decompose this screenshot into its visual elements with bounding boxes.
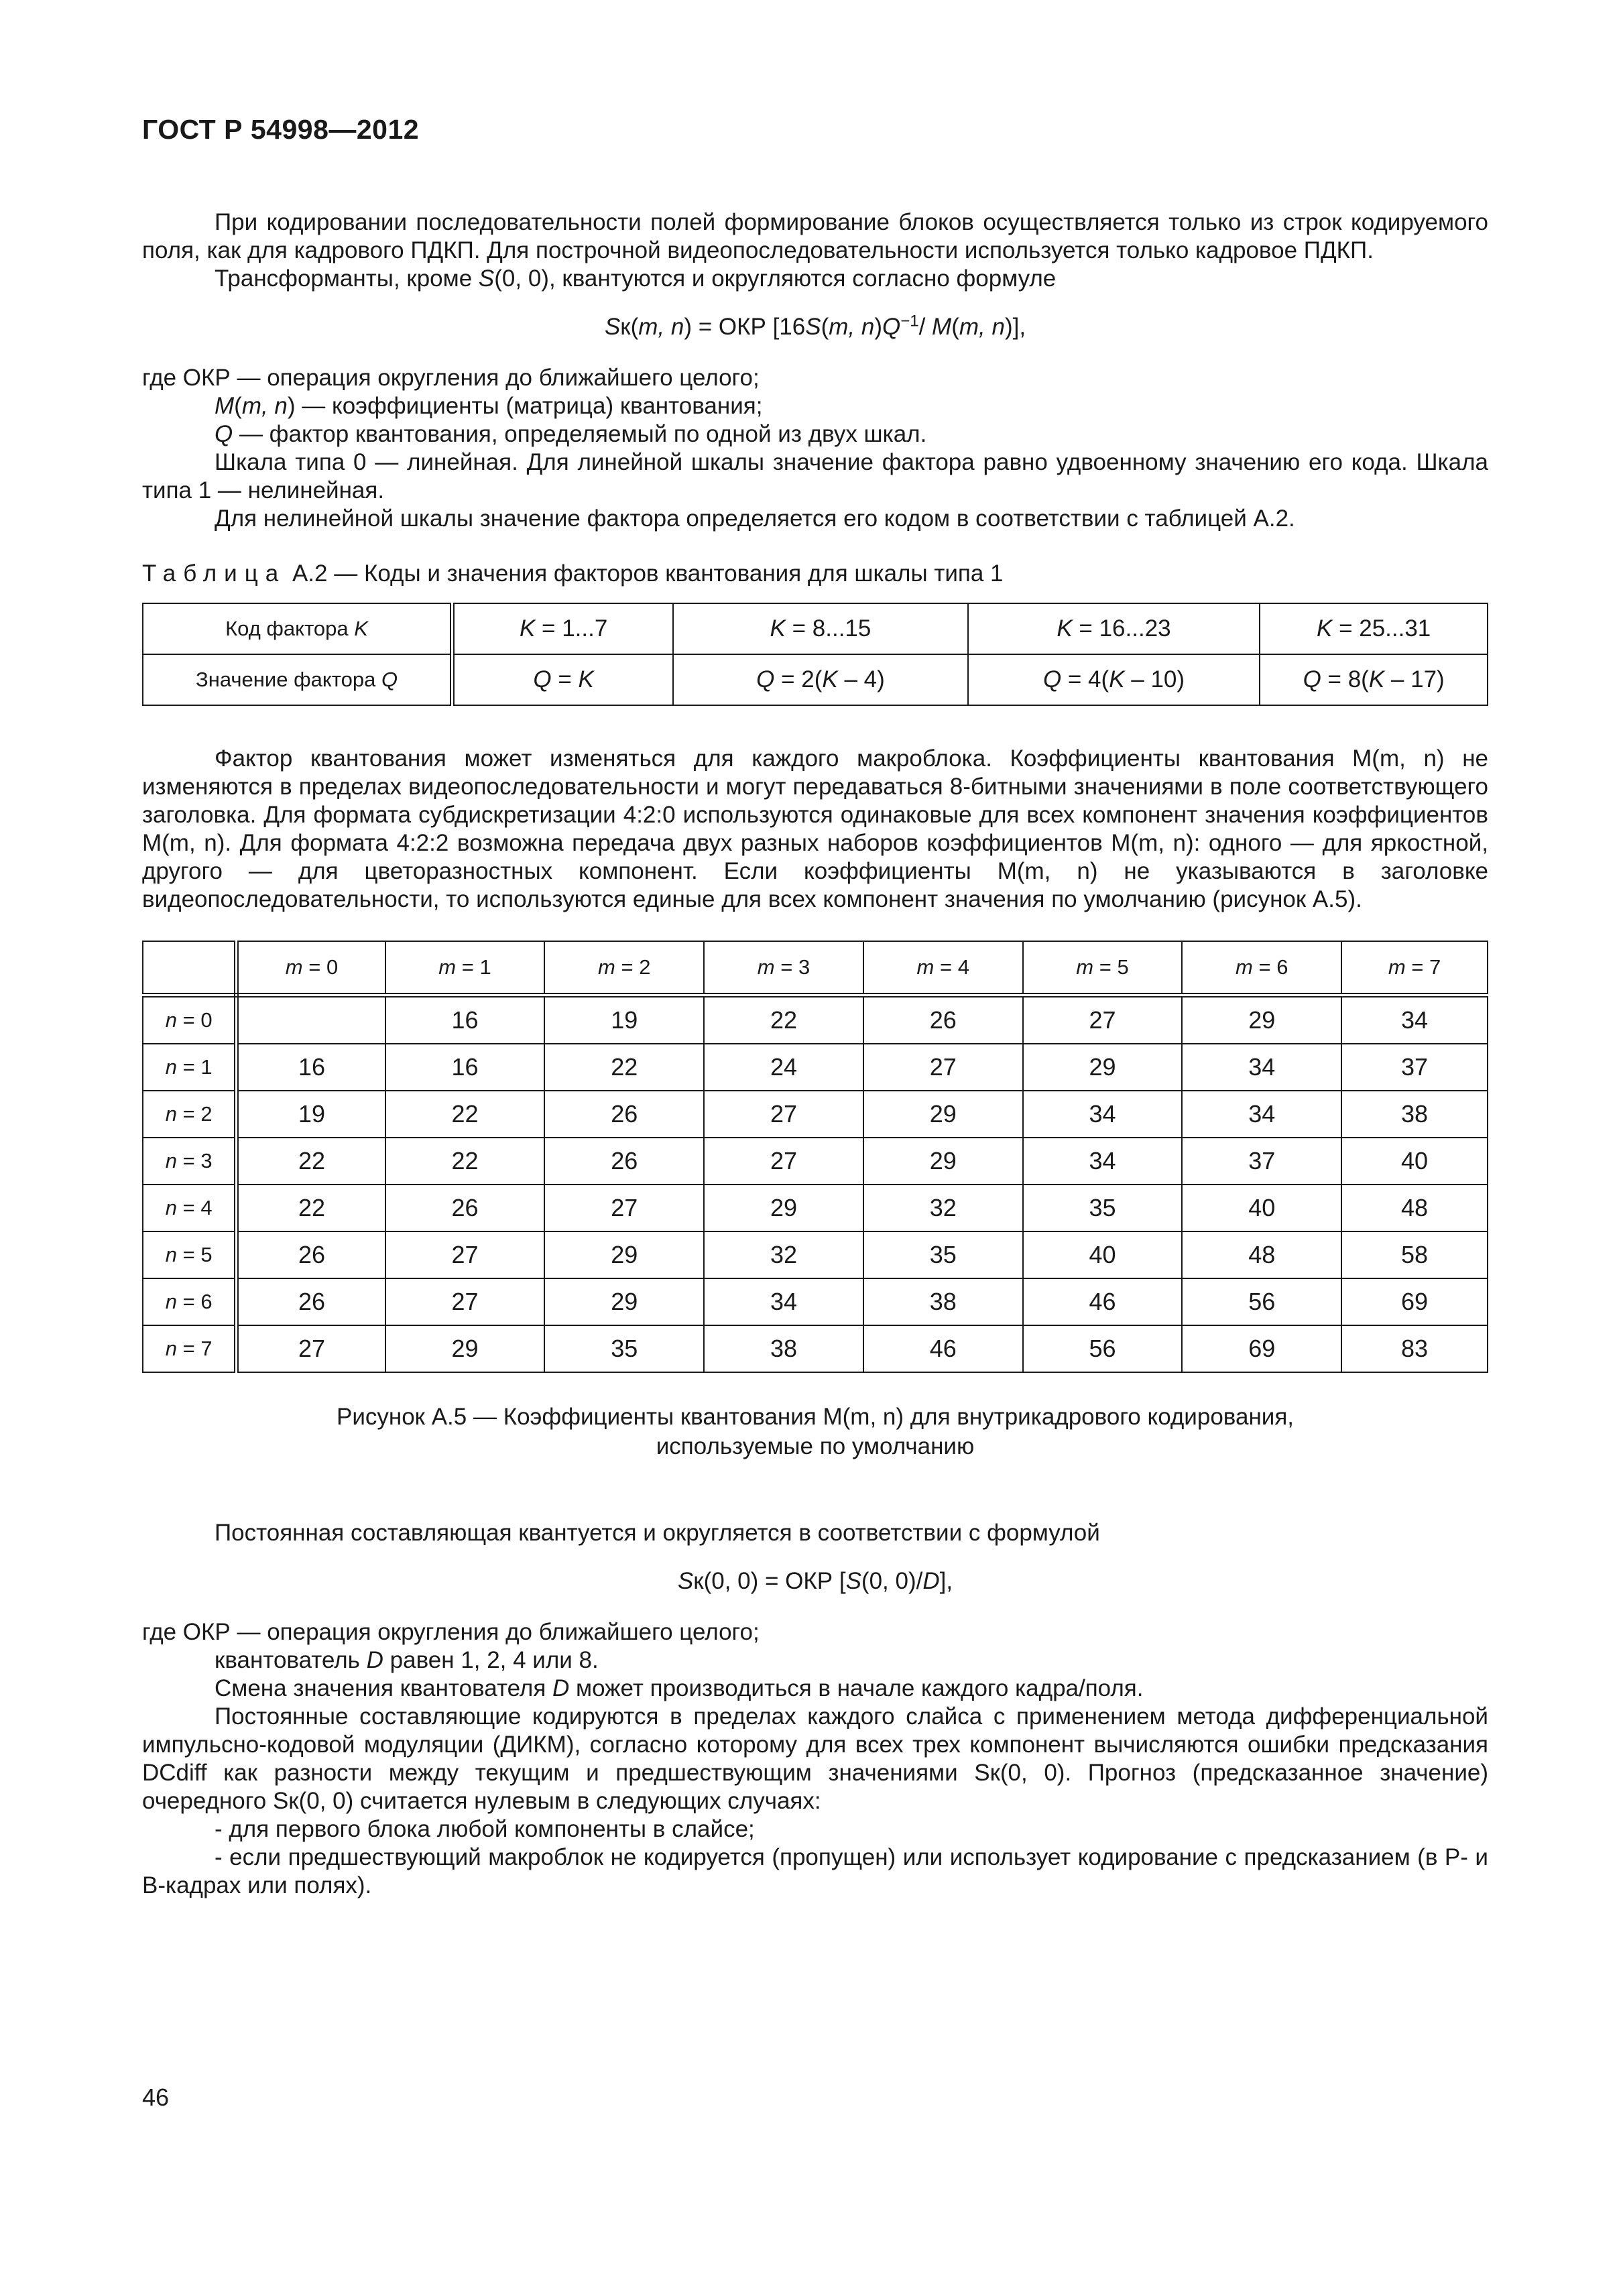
column-header: m = 4	[863, 941, 1023, 995]
table-cell: 32	[704, 1231, 863, 1278]
table-row	[143, 1185, 1488, 1231]
table-cell: Код фактора K	[143, 603, 453, 654]
table-cell: 46	[863, 1325, 1023, 1372]
table-cell: 29	[1182, 995, 1341, 1044]
table-cell: 40	[1182, 1185, 1341, 1231]
table-corner-cell	[143, 941, 237, 995]
column-header: m = 3	[704, 941, 863, 995]
row-header: n = 3	[143, 1138, 237, 1185]
table-row	[143, 1138, 1488, 1185]
table-cell: 16	[385, 995, 545, 1044]
document-page	[142, 114, 1488, 1900]
table-cell	[237, 995, 385, 1044]
table-cell: K = 25...31	[1260, 603, 1488, 654]
table-cell: Q = 4(K – 10)	[968, 654, 1260, 705]
bullet-previous-macroblock: - если предшествующий макроблок не кодируется (пропущен) или использует кодирование с предсказанием (в P- и B-кадрах или полях).	[142, 1844, 1488, 1898]
row-header: n = 7	[143, 1325, 237, 1372]
table-a2	[142, 603, 1488, 706]
table-cell: 22	[704, 995, 863, 1044]
table-cell: 40	[1023, 1231, 1183, 1278]
table-cell: 26	[385, 1185, 545, 1231]
table-cell: 56	[1182, 1278, 1341, 1325]
column-header: m = 5	[1023, 941, 1183, 995]
table-cell: 32	[863, 1185, 1023, 1231]
figure-a5-caption-line1: Рисунок А.5 — Коэффициенты квантования M(m, n) для внутрикадрового кодирования,	[336, 1404, 1295, 1430]
table-row	[143, 1044, 1488, 1091]
table-cell: 69	[1182, 1325, 1341, 1372]
row-header: n = 1	[143, 1044, 237, 1091]
table-cell: 38	[704, 1325, 863, 1372]
document-header: ГОСТ Р 54998—2012	[142, 114, 420, 145]
table-cell: 34	[1023, 1091, 1183, 1138]
table-cell: 16	[237, 1044, 385, 1091]
table-cell: 48	[1341, 1185, 1488, 1231]
row-header: n = 6	[143, 1278, 237, 1325]
row-header: n = 4	[143, 1185, 237, 1231]
table-cell: Q = 8(K – 17)	[1260, 654, 1488, 705]
row-header: n = 5	[143, 1231, 237, 1278]
definition-okr: где ОКР — операция округления до ближайшего целого;	[142, 365, 760, 391]
table-cell: 22	[385, 1138, 545, 1185]
table-cell: 69	[1341, 1278, 1488, 1325]
formula-dc: Sк(0, 0) = ОКР [S(0, 0)/D],	[677, 1568, 953, 1594]
quantization-matrix-table	[142, 941, 1488, 1373]
table-cell: 27	[704, 1138, 863, 1185]
paragraph-quant-factor: Фактор квантования может изменяться для каждого макроблока. Коэффициенты квантования M(m, n) не изменяются в пределах видеопоследовательности и могут передаваться 8-битными значениями в поле соответствующего заголовка. Для формата субдискретизации 4:2:0 используются одинаковые для всех компонент значения коэффициентов M(m, n). Для формата 4:2:2 возможна передача двух разных наборов коэффициентов M(m, n): одного — для яркостной, другого — для цветоразностных компонент. Если коэффициенты M(m, n) не указываются в заголовке видеопоследовательности, то используются единые для всех компонент значения по умолчанию (рисунок А.5).	[142, 745, 1488, 912]
column-header: m = 1	[385, 941, 545, 995]
paragraph-dc-intro: Постоянная составляющая квантуется и округляется в соответствии с формулой	[215, 1520, 1100, 1546]
table-cell: 29	[863, 1138, 1023, 1185]
table-cell: 24	[704, 1044, 863, 1091]
table-cell: 26	[237, 1231, 385, 1278]
table-cell: 38	[1341, 1091, 1488, 1138]
table-cell: 29	[385, 1325, 545, 1372]
table-cell: 26	[544, 1138, 704, 1185]
table-cell: 26	[544, 1091, 704, 1138]
table-cell: K = 8...15	[673, 603, 968, 654]
table-cell: 34	[1182, 1044, 1341, 1091]
table-row	[143, 1278, 1488, 1325]
table-cell: 83	[1341, 1325, 1488, 1372]
definition-okr-2: где ОКР — операция округления до ближайшего целого;	[142, 1619, 760, 1645]
table-cell: K = 1...7	[453, 603, 674, 654]
table-cell: 58	[1341, 1231, 1488, 1278]
paragraph-nonlinear-scale: Для нелинейной шкалы значение фактора определяется его кодом в соответствии с таблицей А.2.	[215, 505, 1295, 532]
table-cell: Значение фактора Q	[143, 654, 453, 705]
table-cell: Q = K	[453, 654, 674, 705]
table-row	[143, 654, 1488, 705]
table-cell: 29	[1023, 1044, 1183, 1091]
table-cell: 29	[544, 1231, 704, 1278]
table-row	[143, 603, 1488, 654]
table-a2-caption: Таблица А.2 — Коды и значения факторов квантования для шкалы типа 1	[142, 560, 1004, 587]
table-row	[143, 1325, 1488, 1372]
table-cell: 27	[237, 1325, 385, 1372]
table-cell: 37	[1341, 1044, 1488, 1091]
definition-q: Q — фактор квантования, определяемый по одной из двух шкал.	[215, 421, 927, 447]
table-cell: 38	[863, 1278, 1023, 1325]
table-cell: 22	[237, 1185, 385, 1231]
table-cell: K = 16...23	[968, 603, 1260, 654]
column-header: m = 2	[544, 941, 704, 995]
paragraph-dpcm: Постоянные составляющие кодируются в пределах каждого слайса с применением метода дифференциальной импульсно-кодовой модуляции (ДИКМ), согласно которому для всех трех компонент вычисляются ошибки предсказания DCdiff как разности между текущим и предшествующим значениями Sк(0, 0). Прогноз (предсказанное значение) очередного Sк(0, 0) считается нулевым в следующих случаях:	[142, 1703, 1488, 1814]
column-header: m = 6	[1182, 941, 1341, 995]
table-cell: 35	[863, 1231, 1023, 1278]
table-cell: 40	[1341, 1138, 1488, 1185]
table-cell: 37	[1182, 1138, 1341, 1185]
table-row	[143, 995, 1488, 1044]
table-cell: 56	[1023, 1325, 1183, 1372]
definition-matrix: M(m, n) — коэффициенты (матрица) квантования;	[215, 393, 763, 419]
table-cell: 26	[863, 995, 1023, 1044]
table-cell: 22	[385, 1091, 545, 1138]
column-header: m = 0	[237, 941, 385, 995]
table-cell: 27	[704, 1091, 863, 1138]
table-cell: 27	[385, 1231, 545, 1278]
paragraph-scale-types: Шкала типа 0 — линейная. Для линейной шкалы значение фактора равно удвоенному значению его кода. Шкала типа 1 — нелинейная.	[142, 449, 1488, 503]
table-cell: 16	[385, 1044, 545, 1091]
bullet-first-block: - для первого блока любой компоненты в слайсе;	[215, 1816, 755, 1842]
page-number: 46	[142, 2083, 170, 2111]
formula-quantization: Sк(m, n) = ОКР [16S(m, $n)Q^{-1}/$ M(m, n)],	[604, 312, 1026, 340]
paragraph-d-change: Смена значения квантователя D может производиться в начале каждого кадра/поля.	[215, 1675, 1144, 1701]
table-cell: 29	[704, 1185, 863, 1231]
table-cell: Q = 2(K – 4)	[673, 654, 968, 705]
column-header: m = 7	[1341, 941, 1488, 995]
table-cell: 19	[237, 1091, 385, 1138]
table-cell: 26	[237, 1278, 385, 1325]
table-cell: 34	[1341, 995, 1488, 1044]
table-header-row	[143, 941, 1488, 995]
figure-a5-caption-line2: используемые по умолчанию	[656, 1433, 975, 1459]
table-cell: 27	[385, 1278, 545, 1325]
table-cell: 35	[1023, 1185, 1183, 1231]
table-cell: 34	[704, 1278, 863, 1325]
paragraph-transform-intro: Трансформанты, кроме S(0, 0), квантуются и округляются согласно формуле	[215, 265, 1057, 292]
table-cell: 22	[237, 1138, 385, 1185]
row-header: n = 2	[143, 1091, 237, 1138]
table-cell: 19	[544, 995, 704, 1044]
definition-d: квантователь D равен 1, 2, 4 или 8.	[215, 1647, 599, 1673]
table-cell: 48	[1182, 1231, 1341, 1278]
paragraph-field-coding: При кодировании последовательности полей формирование блоков осуществляется только из строк кодируемого поля, как для кадрового ПДКП. Для построчной видеопоследовательности используется только кадровое ПДКП.	[142, 209, 1488, 263]
table-cell: 27	[544, 1185, 704, 1231]
table-row	[143, 1091, 1488, 1138]
row-header: n = 0	[143, 995, 237, 1044]
table-cell: 27	[1023, 995, 1183, 1044]
table-cell: 27	[863, 1044, 1023, 1091]
table-cell: 46	[1023, 1278, 1183, 1325]
table-cell: 22	[544, 1044, 704, 1091]
table-cell: 34	[1023, 1138, 1183, 1185]
table-cell: 35	[544, 1325, 704, 1372]
table-cell: 29	[863, 1091, 1023, 1138]
table-row	[143, 1231, 1488, 1278]
table-cell: 34	[1182, 1091, 1341, 1138]
table-cell: 29	[544, 1278, 704, 1325]
